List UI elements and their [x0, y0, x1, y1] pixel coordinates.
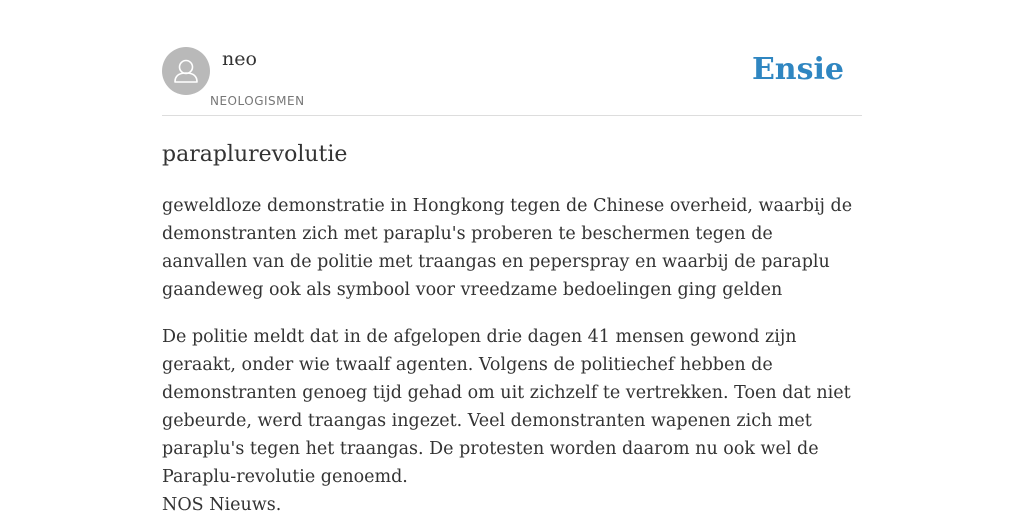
- entry-word: paraplurevolutie: [162, 142, 348, 167]
- entry-definition: geweldloze demonstratie in Hongkong tegen de Chinese overheid, waarbij de demonstranten zich met paraplu's proberen te beschermen tegen de aanvallen van de politie met traangas en peperspray en waarbij de paraplu gaandeweg ook als symbool voor vreedzame bedoelingen ging gelden: [162, 196, 853, 300]
- author-name[interactable]: neo: [222, 48, 257, 70]
- brand-logo[interactable]: Ensie: [751, 52, 844, 87]
- example-text: De politie meldt dat in de afgelopen drie dagen 41 mensen gewond zijn geraakt, onder wie twaalf agenten. Volgens de politiechef hebben de demonstranten genoeg tijd gehad om uit zichzelf te vertrekken. Toen dat niet gebeurde, werd traangas ingezet. Veel demonstranten wapenen zich met paraplu's tegen het traangas. De protesten worden daarom nu ook wel de Paraplu-revolutie genoemd.: [162, 327, 851, 487]
- category-label[interactable]: NEOLOGISMEN: [210, 94, 305, 108]
- entry-example: [162, 323, 862, 512]
- author-avatar[interactable]: [162, 47, 210, 95]
- entry-card: [162, 0, 862, 512]
- entry-header: [162, 0, 862, 116]
- user-silhouette-icon: [162, 47, 210, 95]
- example-source: NOS Nieuws.: [162, 495, 282, 512]
